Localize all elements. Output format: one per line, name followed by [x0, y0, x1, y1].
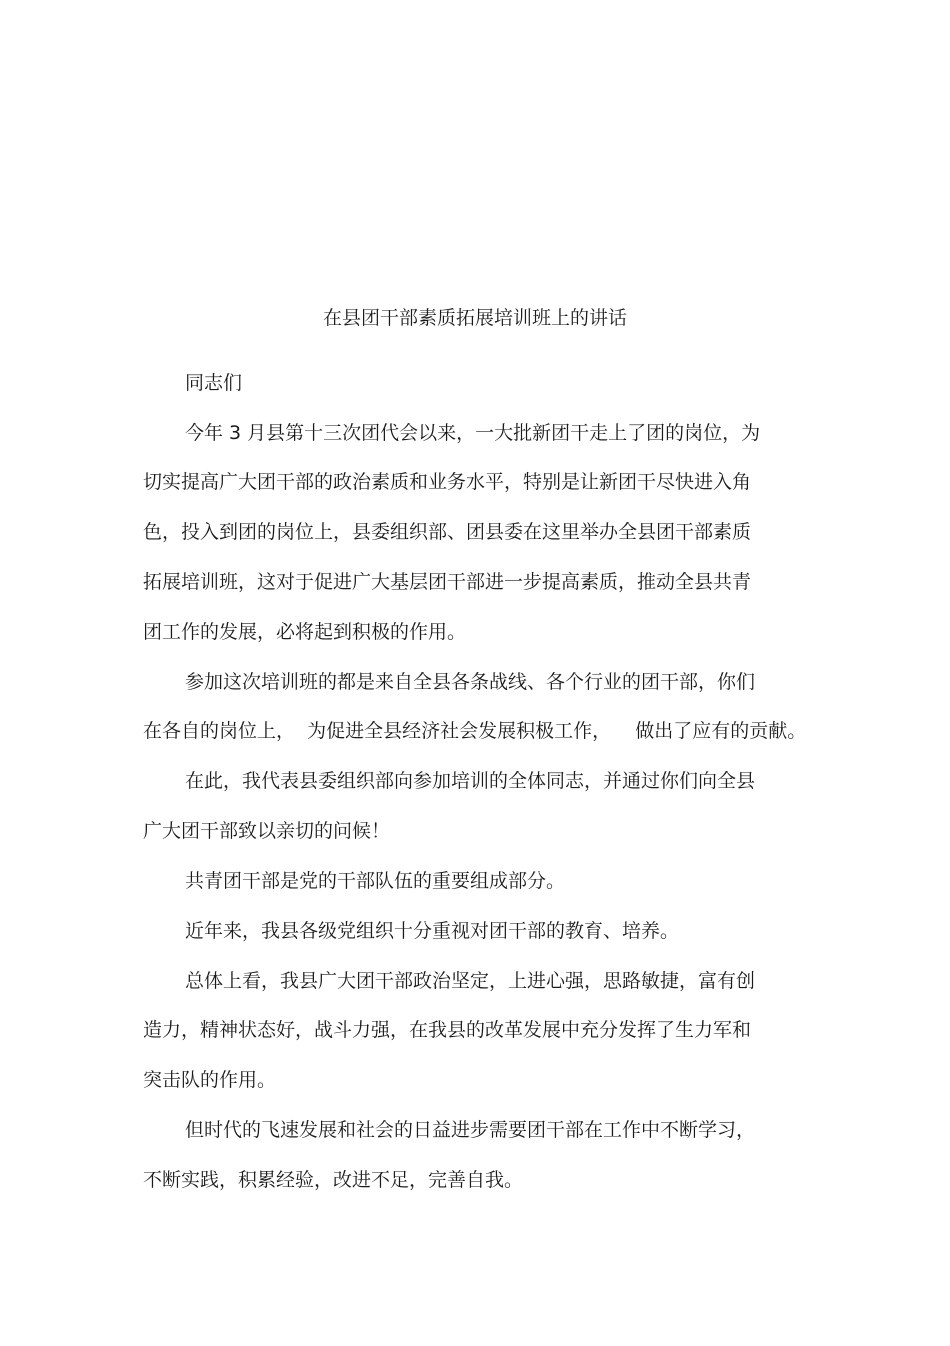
- paragraph-line: 今年 3 月县第十三次团代会以来，一大批新团干走上了团的岗位，为: [185, 422, 761, 444]
- paragraph-line: 在各自的岗位上， 为促进全县经济社会发展积极工作， 做出了应有的贡献。: [143, 720, 807, 742]
- paragraph-line: 在此，我代表县委组织部向参加培训的全体同志，并通过你们向全县: [185, 770, 756, 792]
- paragraph-line: 切实提高广大团干部的政治素质和业务水平，特别是让新团干尽快进入角: [143, 471, 752, 493]
- salutation: 同志们: [185, 372, 243, 394]
- paragraph-line: 造力，精神状态好，战斗力强，在我县的改革发展中充分发挥了生力军和: [143, 1019, 752, 1041]
- paragraph-line: 参加这次培训班的都是来自全县各条战线、各个行业的团干部，你们: [185, 671, 756, 693]
- paragraph-line: 广大团干部致以亲切的问候！: [143, 820, 391, 842]
- paragraph-line: 近年来，我县各级党组织十分重视对团干部的教育、培养。: [185, 920, 680, 942]
- document-title: 在县团干部素质拓展培训班上的讲话: [322, 307, 627, 329]
- paragraph-line: 但时代的飞速发展和社会的日益进步需要团干部在工作中不断学习，: [185, 1119, 756, 1141]
- paragraph-line: 突击队的作用。: [143, 1069, 277, 1091]
- paragraph-line: 团工作的发展，必将起到积极的作用。: [143, 621, 467, 643]
- paragraph-line: 拓展培训班，这对于促进广大基层团干部进一步提高素质，推动全县共青: [143, 571, 752, 593]
- paragraph-line: 共青团干部是党的干部队伍的重要组成部分。: [185, 870, 566, 892]
- paragraph-line: 色，投入到团的岗位上，县委组织部、团县委在这里举办全县团干部素质: [143, 521, 752, 543]
- paragraph-line: 总体上看，我县广大团干部政治坚定，上进心强，思路敏捷，富有创: [185, 970, 756, 992]
- paragraph-line: 不断实践，积累经验，改进不足，完善自我。: [143, 1169, 524, 1191]
